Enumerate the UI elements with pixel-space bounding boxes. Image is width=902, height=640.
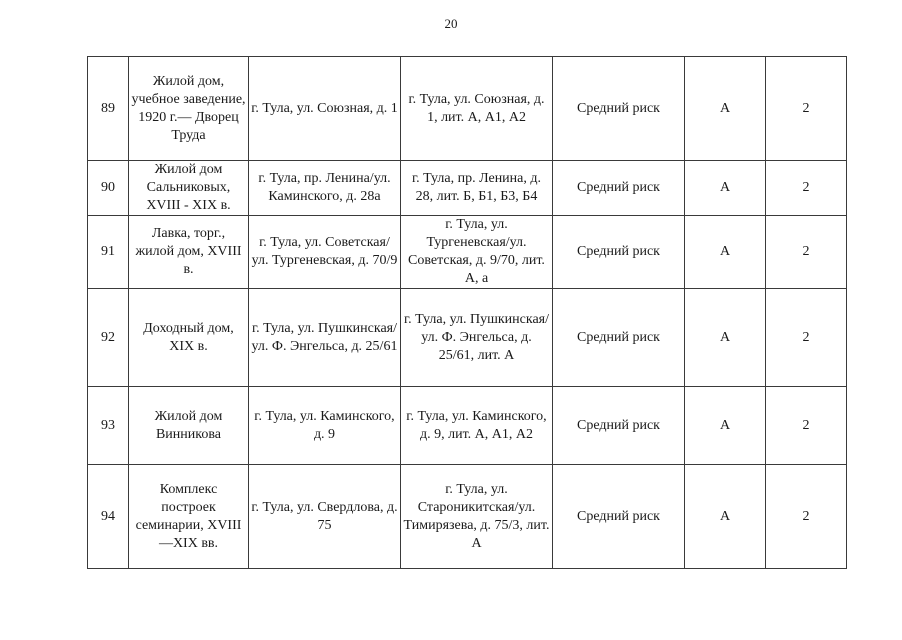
- row-number-cell: 89: [88, 57, 129, 161]
- heritage-objects-table: [87, 56, 847, 569]
- object-name-cell: Доходный дом, XIX в.: [129, 289, 249, 387]
- address-cell: г. Тула, ул. Каминского, д. 9: [249, 387, 401, 465]
- risk-category-cell: Средний риск: [553, 465, 685, 569]
- count-cell: 2: [766, 387, 847, 465]
- object-name-cell: Лавка, торг., жилой дом, XVIII в.: [129, 216, 249, 289]
- row-number-cell: 90: [88, 161, 129, 216]
- risk-category-cell: Средний риск: [553, 387, 685, 465]
- cadastral-address-cell: г. Тула, ул. Каминского, д. 9, лит. А, А1, А2: [401, 387, 553, 465]
- address-cell: г. Тула, ул. Союзная, д. 1: [249, 57, 401, 161]
- table-row: [88, 387, 847, 465]
- table-row: [88, 289, 847, 387]
- count-cell: 2: [766, 465, 847, 569]
- cadastral-address-cell: г. Тула, ул. Пушкинская/ул. Ф. Энгельса, д. 25/61, лит. А: [401, 289, 553, 387]
- address-cell: г. Тула, ул. Советская/ул. Тургеневская, д. 70/9: [249, 216, 401, 289]
- row-number-cell: 91: [88, 216, 129, 289]
- object-name-cell: Комплекс построек семинарии, XVIII—XIX вв.: [129, 465, 249, 569]
- risk-category-cell: Средний риск: [553, 161, 685, 216]
- page-number: 20: [444, 16, 458, 31]
- count-cell: 2: [766, 216, 847, 289]
- category-cell: А: [685, 465, 766, 569]
- count-cell: 2: [766, 289, 847, 387]
- object-name-cell: Жилой дом Винникова: [129, 387, 249, 465]
- cadastral-address-cell: г. Тула, ул. Тургеневская/ул. Советская, д. 9/70, лит. А, а: [401, 216, 553, 289]
- address-cell: г. Тула, пр. Ленина/ул. Каминского, д. 28а: [249, 161, 401, 216]
- object-name-cell: Жилой дом Сальниковых, XVIII - XIX в.: [129, 161, 249, 216]
- cadastral-address-cell: г. Тула, ул. Союзная, д. 1, лит. А, А1, А2: [401, 57, 553, 161]
- risk-category-cell: Средний риск: [553, 216, 685, 289]
- row-number-cell: 94: [88, 465, 129, 569]
- table-row: [88, 161, 847, 216]
- table-row: [88, 57, 847, 161]
- cadastral-address-cell: г. Тула, ул. Староникитская/ул. Тимирязева, д. 75/3, лит. А: [401, 465, 553, 569]
- category-cell: А: [685, 387, 766, 465]
- category-cell: А: [685, 57, 766, 161]
- category-cell: А: [685, 161, 766, 216]
- row-number-cell: 93: [88, 387, 129, 465]
- risk-category-cell: Средний риск: [553, 57, 685, 161]
- row-number-cell: 92: [88, 289, 129, 387]
- object-name-cell: Жилой дом, учебное заведение, 1920 г.— Дворец Труда: [129, 57, 249, 161]
- table-row: [88, 216, 847, 289]
- category-cell: А: [685, 289, 766, 387]
- table-row: [88, 465, 847, 569]
- address-cell: г. Тула, ул. Свердлова, д. 75: [249, 465, 401, 569]
- count-cell: 2: [766, 161, 847, 216]
- count-cell: 2: [766, 57, 847, 161]
- address-cell: г. Тула, ул. Пушкинская/ул. Ф. Энгельса, д. 25/61: [249, 289, 401, 387]
- risk-category-cell: Средний риск: [553, 289, 685, 387]
- category-cell: А: [685, 216, 766, 289]
- cadastral-address-cell: г. Тула, пр. Ленина, д. 28, лит. Б, Б1, Б3, Б4: [401, 161, 553, 216]
